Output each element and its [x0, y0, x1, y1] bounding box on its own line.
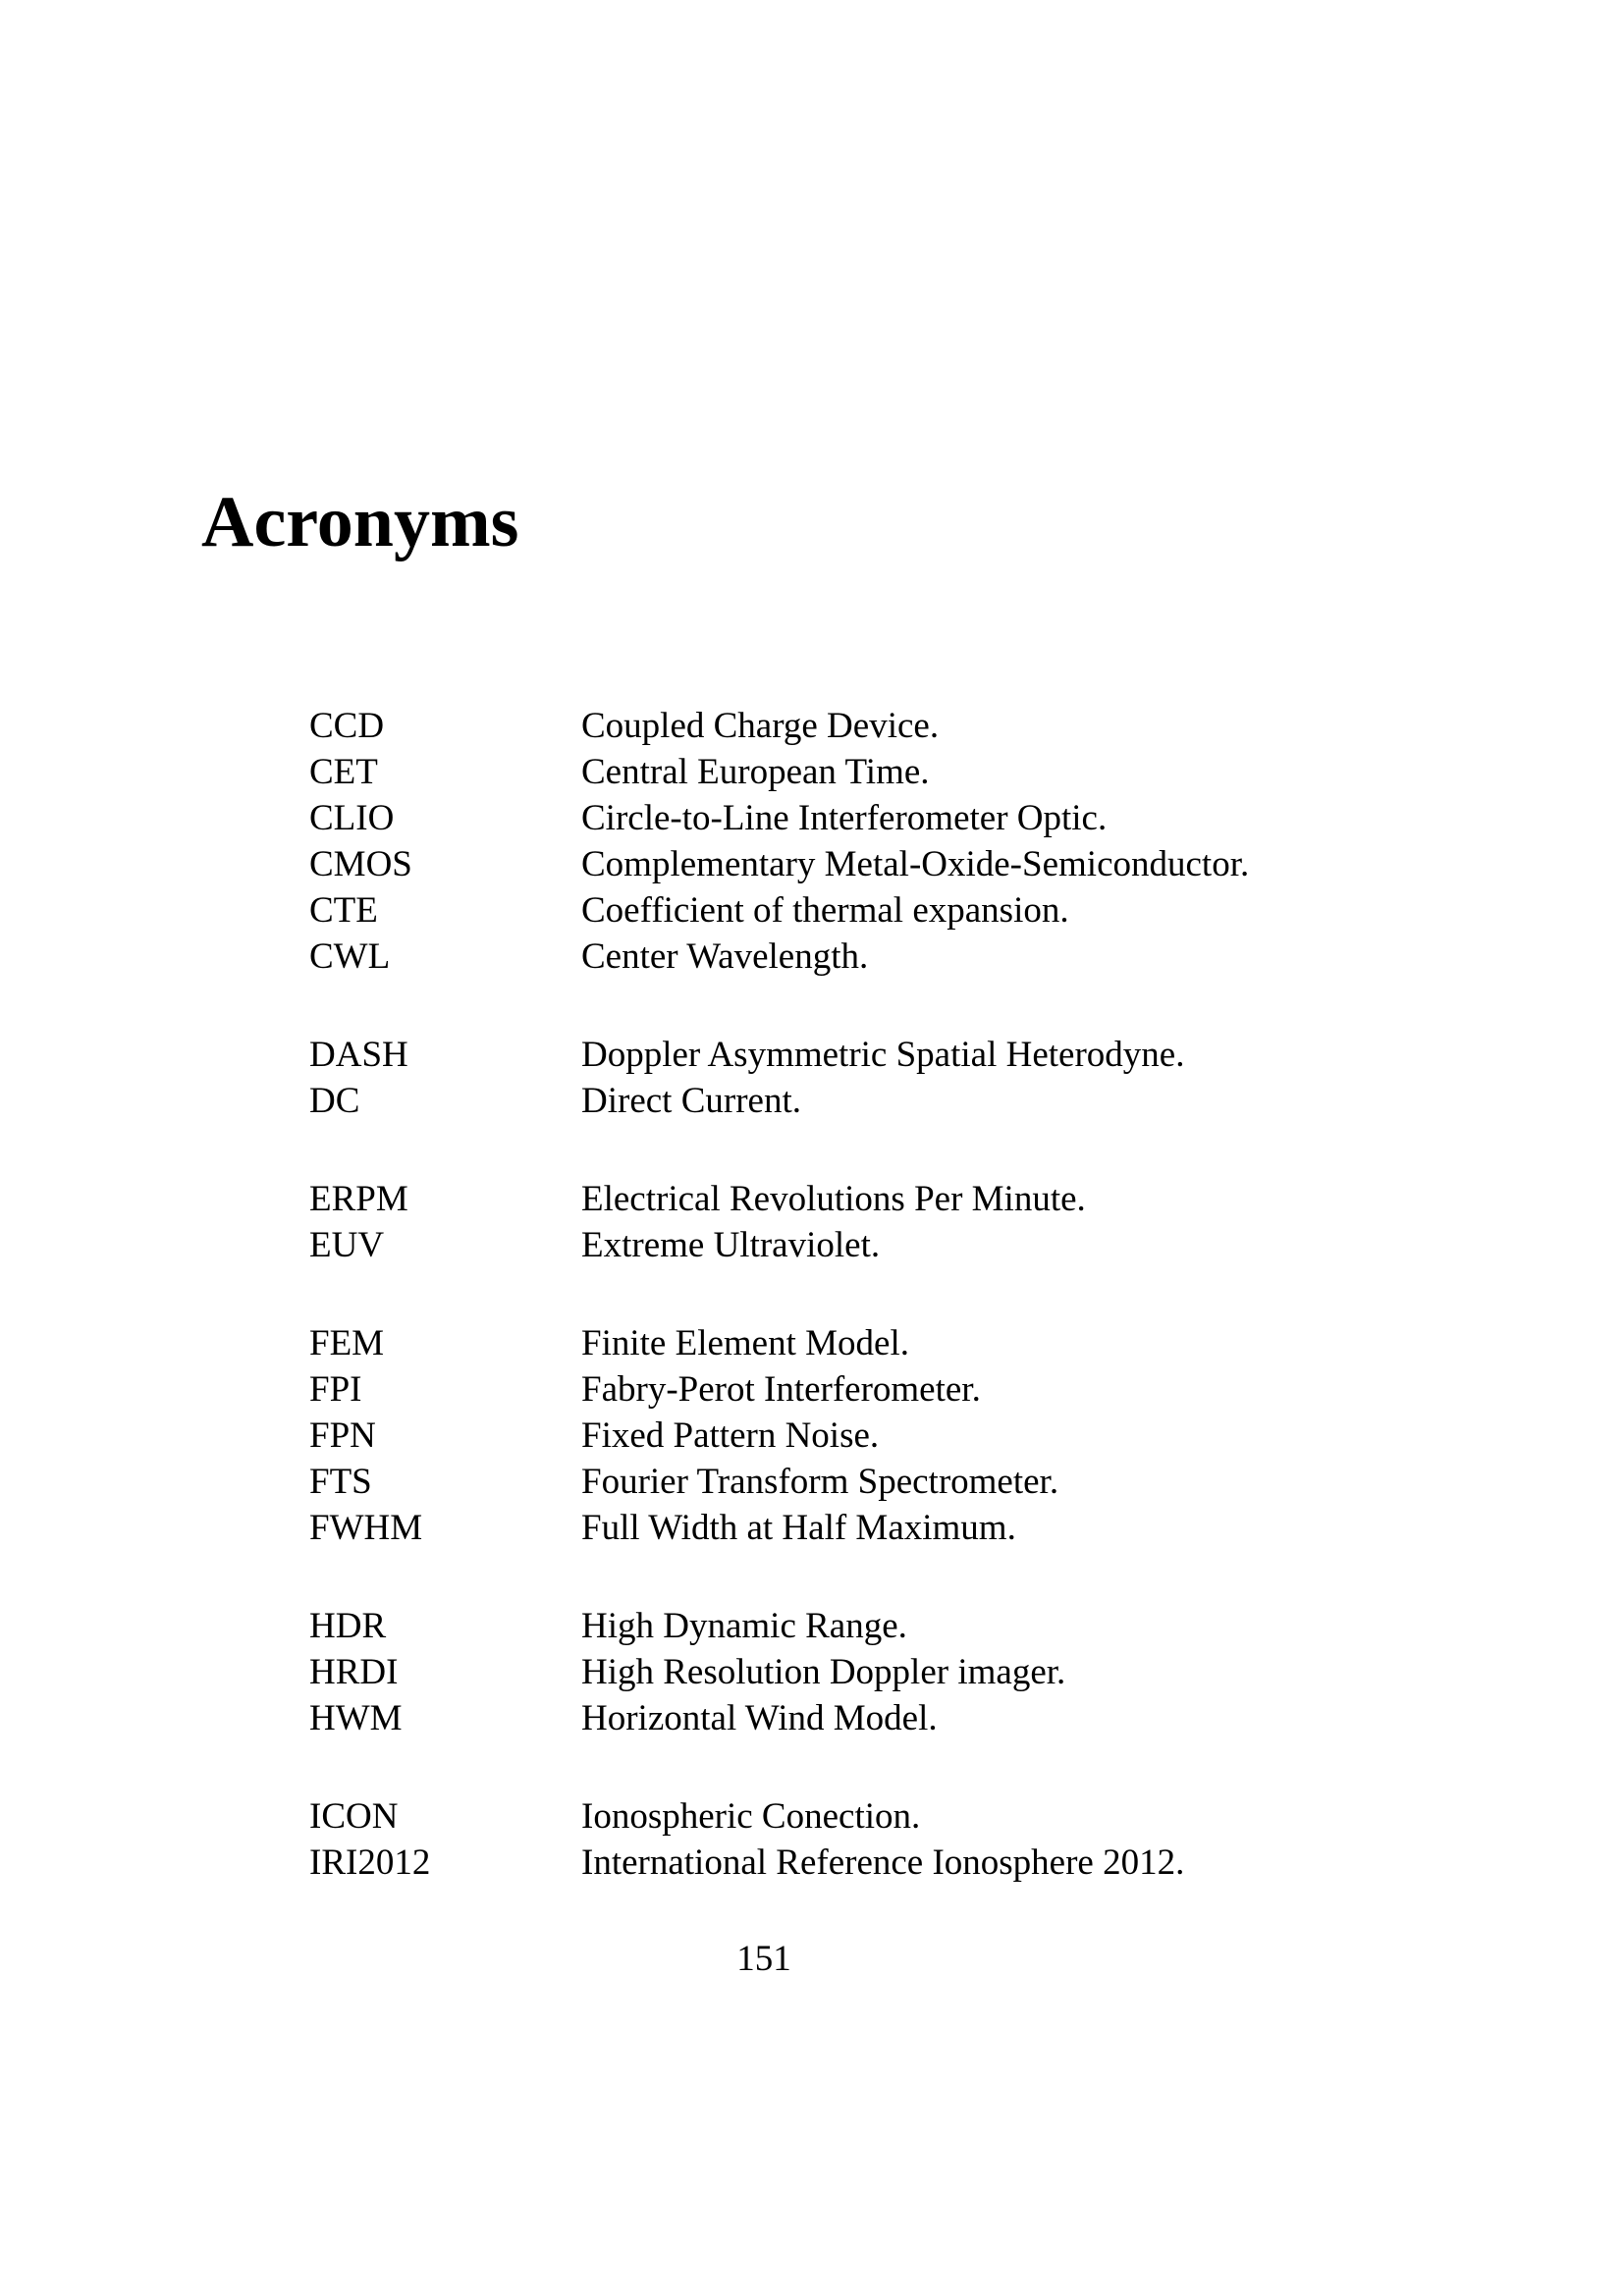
acronym-definition: High Dynamic Range. [581, 1606, 907, 1646]
acronym-abbr: CWL [309, 936, 391, 977]
acronym-row [309, 703, 1389, 749]
acronym-definition: Circle-to-Line Interferometer Optic. [581, 798, 1108, 838]
acronym-abbr: FWHM [309, 1508, 423, 1548]
acronym-abbr: DC [309, 1081, 360, 1121]
acronym-row [309, 1793, 1389, 1840]
acronym-definition: Direct Current. [581, 1081, 801, 1121]
acronym-definition: Fixed Pattern Noise. [581, 1415, 880, 1456]
page-title: Acronyms [201, 482, 519, 562]
acronym-abbr: CTE [309, 890, 378, 931]
acronym-definition: High Resolution Doppler imager. [581, 1652, 1066, 1692]
acronym-row [309, 749, 1389, 795]
acronym-abbr: HWM [309, 1698, 403, 1738]
acronym-row [309, 1505, 1389, 1551]
acronym-row [309, 934, 1389, 980]
acronym-definition: Coefficient of thermal expansion. [581, 890, 1069, 931]
page-number: 151 [736, 1939, 791, 1979]
acronym-row [309, 1840, 1389, 1886]
acronym-group [309, 1320, 1389, 1551]
acronym-row [309, 841, 1389, 887]
acronym-row [309, 887, 1389, 934]
acronym-row [309, 1366, 1389, 1413]
acronym-row [309, 795, 1389, 841]
acronym-definition: Finite Element Model. [581, 1323, 909, 1363]
acronym-abbr: CET [309, 752, 378, 792]
acronym-abbr: ERPM [309, 1179, 408, 1219]
acronym-abbr: HDR [309, 1606, 387, 1646]
acronym-abbr: DASH [309, 1035, 408, 1075]
acronym-abbr: CMOS [309, 844, 412, 884]
acronym-group [309, 1176, 1389, 1268]
acronym-row [309, 1320, 1389, 1366]
acronym-row [309, 1695, 1389, 1741]
acronym-group [309, 1032, 1389, 1124]
acronym-row [309, 1222, 1389, 1268]
acronym-row [309, 1603, 1389, 1649]
acronym-row [309, 1649, 1389, 1695]
acronym-abbr: FTS [309, 1462, 372, 1502]
acronym-row [309, 1459, 1389, 1505]
acronym-definition: Full Width at Half Maximum. [581, 1508, 1016, 1548]
acronym-definition: Electrical Revolutions Per Minute. [581, 1179, 1086, 1219]
acronym-abbr: FPN [309, 1415, 376, 1456]
acronym-definition: Horizontal Wind Model. [581, 1698, 938, 1738]
acronym-abbr: FEM [309, 1323, 385, 1363]
acronym-definition: Fabry-Perot Interferometer. [581, 1369, 981, 1410]
acronym-row [309, 1413, 1389, 1459]
acronym-abbr: CCD [309, 706, 385, 746]
acronym-definition: International Reference Ionosphere 2012. [581, 1842, 1185, 1883]
acronym-definition: Ionospheric Conection. [581, 1796, 921, 1837]
acronym-group [309, 1793, 1389, 1886]
acronym-definition: Coupled Charge Device. [581, 706, 940, 746]
acronym-abbr: CLIO [309, 798, 395, 838]
acronym-row [309, 1032, 1389, 1078]
acronym-abbr: IRI2012 [309, 1842, 431, 1883]
acronym-row [309, 1176, 1389, 1222]
acronym-definition: Extreme Ultraviolet. [581, 1225, 881, 1265]
acronym-group [309, 703, 1389, 980]
acronym-definition: Center Wavelength. [581, 936, 869, 977]
acronym-row [309, 1078, 1389, 1124]
acronym-definition: Central European Time. [581, 752, 930, 792]
acronym-abbr: HRDI [309, 1652, 399, 1692]
acronym-definition: Complementary Metal-Oxide-Semiconductor. [581, 844, 1250, 884]
acronym-group [309, 1603, 1389, 1741]
acronym-abbr: ICON [309, 1796, 399, 1837]
acronym-definition: Doppler Asymmetric Spatial Heterodyne. [581, 1035, 1185, 1075]
acronym-list [309, 703, 1389, 1886]
acronym-abbr: FPI [309, 1369, 362, 1410]
acronym-definition: Fourier Transform Spectrometer. [581, 1462, 1059, 1502]
acronym-abbr: EUV [309, 1225, 385, 1265]
